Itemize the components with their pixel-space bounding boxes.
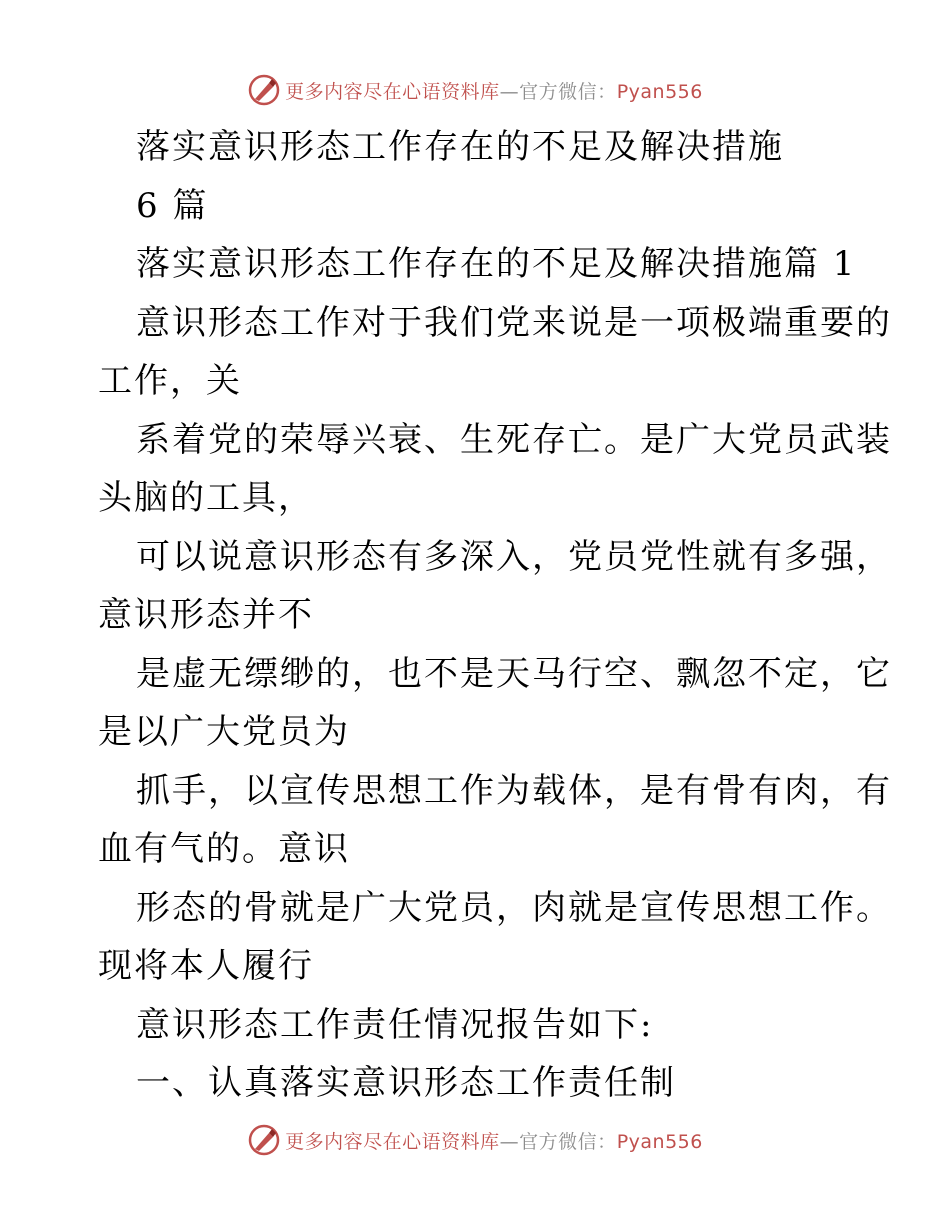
- paragraph-line: 现将本人履行: [98, 946, 314, 986]
- document-body: [98, 118, 892, 1113]
- footer-watermark-text: 更多内容尽在心语资料库—官方微信：Pyan556: [285, 1130, 703, 1153]
- footer-watermark: [0, 1120, 950, 1160]
- paragraph-line: 可以说意识形态有多深入，党员党性就有多强，: [136, 536, 892, 577]
- header-watermark: [0, 70, 950, 110]
- paragraph-line: 意识形态工作责任情况报告如下:: [136, 1004, 654, 1045]
- pen-circle-logo-icon: [247, 1123, 281, 1157]
- header-watermark-text: 更多内容尽在心语资料库—官方微信：Pyan556: [285, 80, 703, 103]
- section-heading: 落实意识形态工作存在的不足及解决措施篇 1: [136, 244, 857, 284]
- doc-title-line-1: 落实意识形态工作存在的不足及解决措施: [136, 127, 784, 167]
- paragraph-line: 头脑的工具，: [98, 478, 314, 518]
- paragraph-line: 形态的骨就是广大党员，肉就是宣传思想工作。: [136, 887, 892, 928]
- paragraph-line: 意识形态并不: [98, 595, 314, 635]
- paragraph-line: 血有气的。意识: [98, 829, 350, 869]
- paragraph-line: 是虚无缥缈的，也不是天马行空、飘忽不定，它: [136, 653, 892, 694]
- paragraph-line: 意识形态工作对于我们党来说是一项极端重要的: [136, 302, 892, 343]
- paragraph-line: 是以广大党员为: [98, 712, 350, 752]
- paragraph-line: 系着党的荣辱兴衰、生死存亡。是广大党员武装: [136, 419, 892, 460]
- paragraph-line: 工作，关: [98, 361, 242, 401]
- doc-title-line-2: 6 篇: [136, 185, 209, 226]
- subsection-heading: 一、认真落实意识形态工作责任制: [136, 1063, 676, 1103]
- pen-circle-logo-icon: [247, 73, 281, 107]
- paragraph-line: 抓手，以宣传思想工作为载体，是有骨有肉，有: [136, 770, 892, 811]
